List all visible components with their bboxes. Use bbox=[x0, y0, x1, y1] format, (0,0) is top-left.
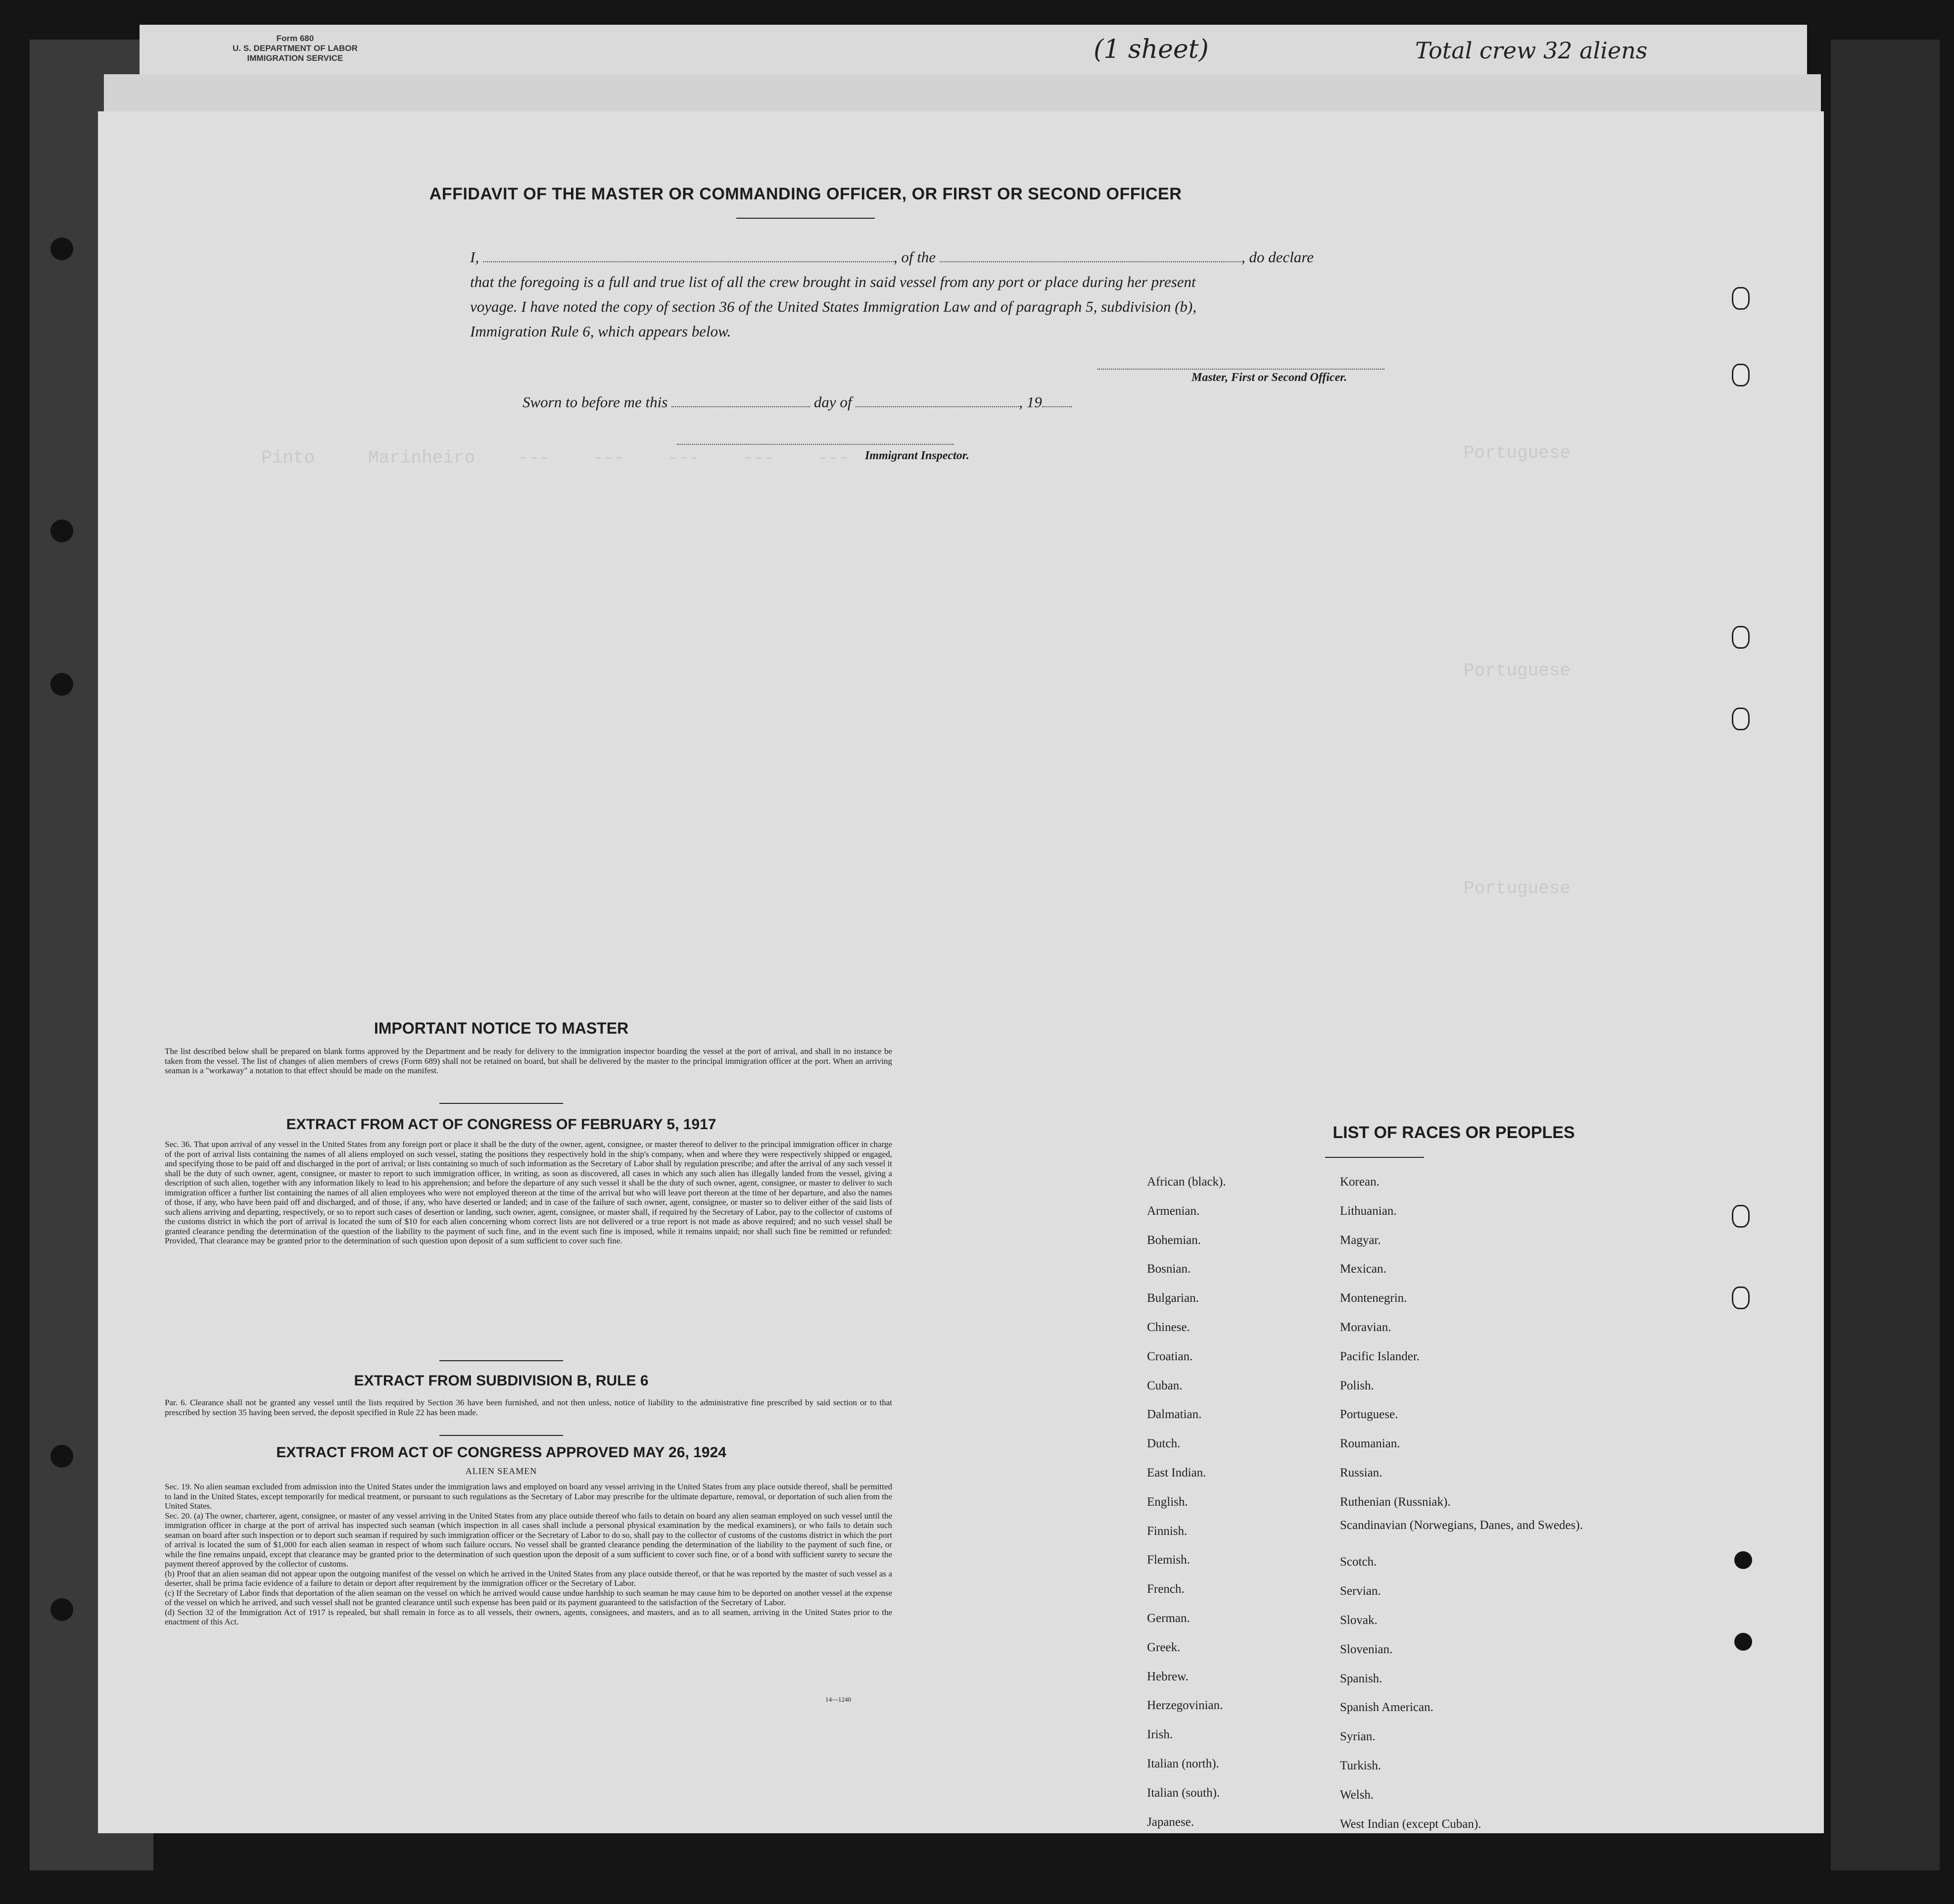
race-item: German. bbox=[1147, 1611, 1190, 1625]
binder-hole bbox=[50, 1598, 73, 1621]
race-item: Scandinavian (Norwegians, Danes, and Swedes). bbox=[1340, 1518, 1583, 1532]
binder-hole bbox=[50, 673, 73, 696]
divider bbox=[736, 218, 875, 219]
race-item: Bohemian. bbox=[1147, 1233, 1201, 1247]
extract-1917-body: Sec. 36. That upon arrival of any vessel in the United States from any foreign port or place it shall be the duty of the owner, agent, consignee, or master thereof to deliver to the principal immigration officer in charge of the port of arrival lists containing the names of all aliens employed on such vessel, stating the positions they respectively hold in the ship's company, when and where they were respectively shipped or engaged, and specifying those to be paid off and discharged in the port of arrival; or lists containing so much of such information as the Secretary of Labor shall by regulation prescribe; and after the arrival of any such vessel it shall be the duty of such owner, agent, consignee, or master to report to such immigration officer, in writing, as soon as discovered, all cases in which any such alien has illegally landed from the vessel, giving a description of such alien, together with any information likely to lead to his apprehension; and before the departure of any such vessel it shall be the duty of such owner, agent, consignee, or master to deliver to such immigration officer a further list containing the names of all alien employees who were not employed thereon at the time of the arrival but who will leave port thereon at the time of her departure, and also the names of those, if any, who have been paid off and discharged, and of those, if any, who have deserted or landed; and in case of the failure of such owner, agent, consignee, or master so to deliver either of the said lists of such aliens arriving and departing, respectively, or so to report such cases of desertion or landing, such owner, agent, consignee, or master shall, if required by the Secretary of Labor, pay to the collector of customs of the customs district in which the port of arrival is located the sum of $10 for each alien concerning whom correct lists are not delivered or a true report is not made as above required; and no such vessel shall be granted clearance pending the determination of the question of the liability to the payment of such fine, and in the event such fine is imposed, while it remains unpaid; nor shall such fine be remitted or refunded: Provided, That clearance may be granted prior to the determination of such question upon deposit of a sum sufficient to cover such fine. bbox=[165, 1140, 892, 1245]
binder-hole bbox=[50, 520, 73, 542]
sworn-text: Sworn to before me this bbox=[523, 393, 668, 411]
bleed-through-text: Portuguese bbox=[1464, 661, 1571, 681]
race-item: Cuban. bbox=[1147, 1379, 1183, 1392]
race-item: Italian (south). bbox=[1147, 1786, 1220, 1800]
race-item: Bosnian. bbox=[1147, 1262, 1191, 1276]
punch-hole bbox=[1734, 1551, 1752, 1569]
affidavit-body bbox=[470, 245, 1509, 344]
race-item: Russian. bbox=[1340, 1466, 1382, 1479]
month-blank bbox=[856, 395, 1019, 407]
race-item: Lithuanian. bbox=[1340, 1204, 1397, 1218]
race-item: Welsh. bbox=[1340, 1788, 1374, 1802]
sec-20b-paragraph: (b) Proof that an alien seaman did not appear upon the outgoing manifest of the vessel on which he arrived in the United States from any place outside thereof, or that he was reported by the master of such vessel as a deserter, shall be prima facie evidence of a failure to detain or deport after requirement by the immigration officer or the Secretary of Labor. bbox=[165, 1569, 892, 1588]
punch-hole bbox=[1732, 1286, 1750, 1309]
sec-20d-paragraph: (d) Section 32 of the Immigration Act of 1917 is repealed, but shall remain in force as to all vessels, their owners, agents, consignees, and masters, and as to all seamen, arriving in the United States prior to the enactment of this Act. bbox=[165, 1607, 892, 1626]
handwritten-sheet-note: (1 sheet) bbox=[1094, 35, 1209, 64]
races-title: LIST OF RACES OR PEOPLES bbox=[1333, 1123, 1575, 1142]
extract-rule6-body: Par. 6. Clearance shall not be granted any vessel until the lists required by Section 36 have been furnished, and not then unless, notice of liability to the administrative fine prescribed by said section or to that prescribed by section 35 having been served, the deposit specified in Rule 22 has been made. bbox=[165, 1398, 892, 1417]
race-item: Dutch. bbox=[1147, 1437, 1181, 1451]
race-item: French. bbox=[1147, 1582, 1185, 1596]
race-item: Montenegrin. bbox=[1340, 1291, 1407, 1305]
race-item: Mexican. bbox=[1340, 1262, 1386, 1276]
race-item: Greek. bbox=[1147, 1640, 1181, 1654]
sworn-line bbox=[523, 393, 1072, 411]
divider bbox=[1325, 1157, 1424, 1158]
master-signature-line bbox=[1097, 369, 1384, 370]
race-item: Magyar. bbox=[1340, 1233, 1381, 1247]
extract-1924-title: EXTRACT FROM ACT OF CONGRESS APPROVED MAY 26, 1924 bbox=[276, 1444, 726, 1461]
race-item: Spanish American. bbox=[1340, 1701, 1433, 1714]
race-item: Dalmatian. bbox=[1147, 1408, 1202, 1422]
year-blank bbox=[1042, 395, 1072, 407]
affidavit-line-3: voyage. I have noted the copy of section 36 of the United States Immigration Law and of paragraph 5, subdivision (b), bbox=[470, 298, 1196, 315]
name-blank bbox=[483, 250, 894, 262]
notice-body: The list described below shall be prepared on blank forms approved by the Department and be ready for delivery to the immigration inspector boarding the vessel at the port of arrival, and shall in no instance be taken from the vessel. The list of changes of alien members of crews (Form 689) shall not be retained on board, but shall be delivered by the master to the principal immigration officer at the port. When an arriving seaman is a "workaway" a notation to that effect should be made on the manifest. bbox=[165, 1047, 892, 1075]
race-item: Japanese. bbox=[1147, 1815, 1194, 1829]
service-name: IMMIGRATION SERVICE bbox=[247, 53, 343, 63]
bleed-through-text: Portuguese bbox=[1464, 878, 1571, 899]
department-name: U. S. DEPARTMENT OF LABOR bbox=[233, 44, 358, 53]
inspector-signature-label: Immigrant Inspector. bbox=[865, 449, 969, 462]
handwritten-crew-total: Total crew 32 aliens bbox=[1415, 37, 1648, 64]
divider bbox=[439, 1360, 563, 1361]
affidavit-sheet bbox=[98, 111, 1824, 1833]
race-item: Italian (north). bbox=[1147, 1757, 1219, 1770]
extract-rule6-title: EXTRACT FROM SUBDIVISION B, RULE 6 bbox=[354, 1373, 649, 1389]
race-item: East Indian. bbox=[1147, 1466, 1206, 1479]
binder-hole bbox=[50, 238, 73, 260]
alien-seamen-subtitle: ALIEN SEAMEN bbox=[465, 1466, 537, 1476]
race-item: Armenian. bbox=[1147, 1204, 1200, 1218]
race-item: Pacific Islander. bbox=[1340, 1349, 1420, 1363]
race-item: Finnish. bbox=[1147, 1524, 1188, 1538]
bleed-through-text: Portuguese bbox=[1464, 443, 1571, 463]
race-item: Flemish. bbox=[1147, 1553, 1190, 1567]
day-of-text: day of bbox=[813, 393, 852, 411]
affidavit-line-4: Immigration Rule 6, which appears below. bbox=[470, 323, 731, 340]
race-item: Croatian. bbox=[1147, 1349, 1193, 1363]
punch-hole bbox=[1732, 364, 1750, 386]
race-item: Syrian. bbox=[1340, 1730, 1376, 1744]
race-item: Moravian. bbox=[1340, 1320, 1391, 1334]
race-item: African (black). bbox=[1147, 1175, 1226, 1189]
race-item: Servian. bbox=[1340, 1584, 1381, 1598]
race-item: West Indian (except Cuban). bbox=[1340, 1817, 1481, 1831]
races-right-column bbox=[1340, 1168, 1583, 1839]
race-item: Irish. bbox=[1147, 1728, 1173, 1742]
race-item: Slovak. bbox=[1340, 1613, 1378, 1627]
master-signature-label: Master, First or Second Officer. bbox=[1191, 371, 1347, 384]
affidavit-of-the: , of the bbox=[893, 248, 936, 266]
affidavit-line-2: that the foregoing is a full and true list of all the crew brought in said vessel from any port or place during her present bbox=[470, 273, 1196, 290]
sec-20c-paragraph: (c) If the Secretary of Labor finds that deportation of the alien seaman on the vessel on which he arrived would cause undue hardship to such seaman he may cause him to be deported on another vessel at the expense of the vessel on which he arrived, and such vessel shall not be granted clearance until such expense has been paid or its payment guaranteed to the satisfaction of the Secretary of Labor. bbox=[165, 1588, 892, 1607]
race-item: Portuguese. bbox=[1340, 1408, 1398, 1422]
sec-20a-paragraph: Sec. 20. (a) The owner, charterer, agent, consignee, or master of any vessel arriving in the United States from any place outside thereof who fails to detain on board any alien seaman employed on such vessel until the immigration officer in charge at the port of arrival has inspected such seaman (which inspection in all cases shall include a personal physical examination by the medical examiners), or who fails to detain such seaman on board after such inspection or to deport such seaman if required by such immigration officer or the Secretary of Labor to do so, shall pay to the collector of customs of the customs district in which the port of arrival is located the sum of $1,000 for each alien seaman in respect of whom such failure occurs. No vessel shall be granted clearance pending the determination of the liability to the payment of such fine, or while the fine remains unpaid, except that clearance may be granted prior to the determination of such question upon the deposit of a sum sufficient to cover such fine, or of a bond with sufficient surety to secure the payment thereof approved by the collector of customs. bbox=[165, 1511, 892, 1569]
binder-hole bbox=[50, 1445, 73, 1468]
race-item: Herzegovinian. bbox=[1147, 1699, 1223, 1713]
inspector-signature-line bbox=[677, 444, 954, 445]
sec-19-paragraph: Sec. 19. No alien seaman excluded from admission into the United States under the immigration laws and employed on board any vessel arriving in the United States from any place outside thereof, shall be permitted to land in the United States, except temporarily for medical treatment, or pursuant to such regulations as the Secretary of Labor may prescribe for the ultimate departure, removal, or deportation of such alien from the United States. bbox=[165, 1482, 892, 1511]
race-item: Korean. bbox=[1340, 1175, 1380, 1189]
race-item: Hebrew. bbox=[1147, 1669, 1189, 1683]
affidavit-declare: , do declare bbox=[1241, 248, 1314, 266]
races-left-column bbox=[1147, 1168, 1226, 1837]
race-item: Polish. bbox=[1340, 1379, 1374, 1392]
affidavit-title: AFFIDAVIT OF THE MASTER OR COMMANDING OFFICER, OR FIRST OR SECOND OFFICER bbox=[429, 185, 1182, 203]
punch-hole bbox=[1732, 626, 1750, 649]
affidavit-i: I, bbox=[470, 248, 479, 266]
vessel-blank bbox=[940, 250, 1241, 262]
form-number: Form 680 bbox=[276, 34, 314, 43]
race-item: Ruthenian (Russniak). bbox=[1340, 1495, 1451, 1509]
day-blank bbox=[671, 395, 810, 407]
punch-hole bbox=[1732, 708, 1750, 730]
race-item: Scotch. bbox=[1340, 1555, 1377, 1569]
year-prefix: , 19 bbox=[1019, 393, 1042, 411]
divider bbox=[439, 1103, 563, 1104]
race-item: Roumanian. bbox=[1340, 1437, 1400, 1451]
binder-right-edge bbox=[1831, 40, 1940, 1870]
print-code: 14—1240 bbox=[825, 1696, 851, 1703]
punch-hole bbox=[1732, 1205, 1750, 1228]
race-item: Chinese. bbox=[1147, 1320, 1190, 1334]
race-item: English. bbox=[1147, 1495, 1188, 1509]
punch-hole bbox=[1732, 287, 1750, 310]
race-item: Spanish. bbox=[1340, 1671, 1382, 1685]
punch-hole bbox=[1734, 1633, 1752, 1651]
race-item: Bulgarian. bbox=[1147, 1291, 1199, 1305]
divider bbox=[439, 1435, 563, 1436]
bleed-through-text: Pinto Marinheiro --- --- --- --- --- bbox=[261, 448, 850, 468]
extract-1924-body bbox=[165, 1482, 892, 1627]
extract-1917-title: EXTRACT FROM ACT OF CONGRESS OF FEBRUARY 5, 1917 bbox=[286, 1116, 716, 1133]
race-item: Slovenian. bbox=[1340, 1642, 1393, 1656]
form-header bbox=[233, 34, 358, 63]
race-item: Turkish. bbox=[1340, 1759, 1382, 1772]
notice-title: IMPORTANT NOTICE TO MASTER bbox=[374, 1019, 629, 1037]
